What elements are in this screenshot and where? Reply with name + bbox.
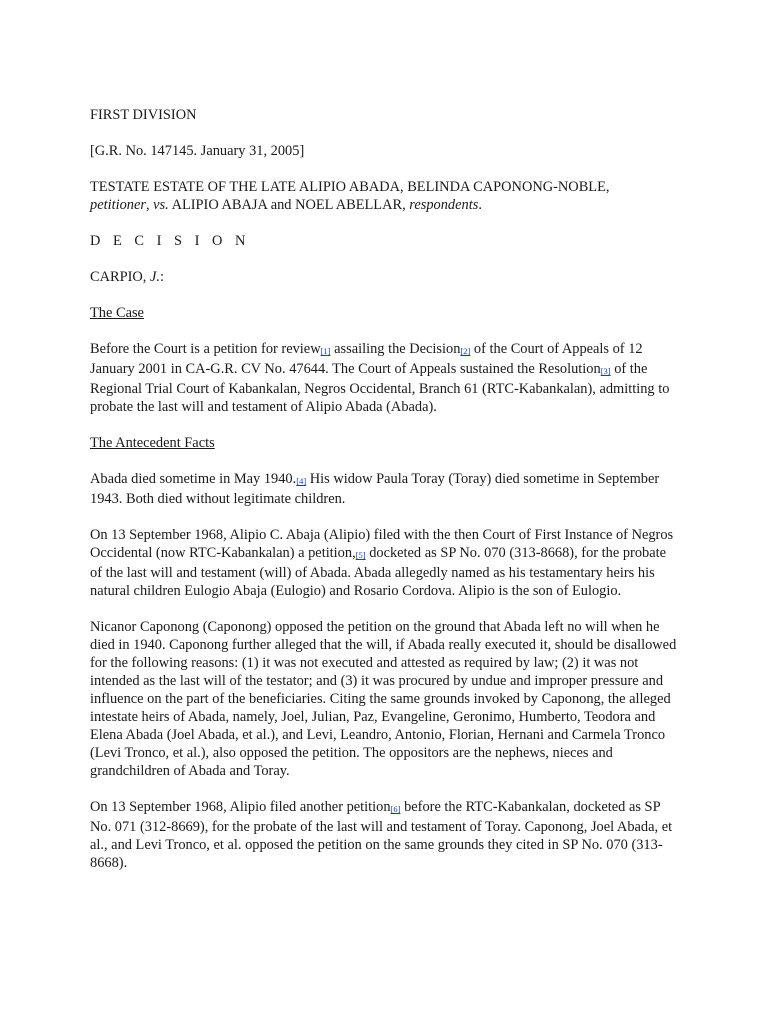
- vs-label: vs.: [153, 197, 169, 213]
- paragraph-3: [90, 526, 680, 600]
- respondents-label: respondents: [409, 197, 479, 213]
- title-end: .: [478, 197, 482, 213]
- footnote-link-1[interactable]: [1]: [320, 346, 331, 356]
- paragraph-5: [90, 798, 680, 872]
- paragraph-3-text-b: docketed as SP No. 070 (313-8668), for the probate of the last will and testament (will) of Abada. Abada allegedly named as his testamentary heirs his natural children Eulogio Abaja (Eulogio) and Rosario Cordova. Alipio is the son of Eulogio.: [90, 545, 666, 599]
- case-title-part1: TESTATE ESTATE OF THE LATE ALIPIO ABADA, BELINDA CAPONONG-NOBLE,: [90, 179, 610, 195]
- footnote-link-2[interactable]: [2]: [460, 346, 471, 356]
- footnote-link-4[interactable]: [4]: [296, 476, 307, 486]
- case-number: [G.R. No. 147145. January 31, 2005]: [90, 143, 305, 159]
- paragraph-2: [90, 470, 680, 508]
- title-comma: ,: [145, 197, 154, 213]
- paragraph-1-text-d: of the Regional Trial Court of Kabankalan, Negros Occidental, Branch 61 (RTC-Kabankalan), admitting to probate the last will and testament of Alipio Abada (Abada).: [90, 361, 670, 415]
- petitioner-label: petitioner: [90, 197, 146, 213]
- paragraph-1-text-c: of the Court of Appeals of 12 January 2001 in CA-G.R. CV No. 47644. The Court of Appeals sustained the Resolution: [90, 341, 643, 377]
- document-page: [90, 106, 680, 890]
- ponente: [90, 268, 680, 286]
- footnote-link-5[interactable]: [5]: [355, 550, 366, 560]
- case-title-part2: ALIPIO ABAJA and NOEL ABELLAR,: [168, 197, 410, 213]
- ponente-colon: :: [159, 269, 164, 285]
- paragraph-3-text-a: On 13 September 1968, Alipio C. Abaja (Alipio) filed with the then Court of First Instance of Negros Occidental (now RTC-Kabankalan) a petition,: [90, 527, 674, 561]
- paragraph-1: [90, 340, 680, 416]
- paragraph-1-text-a: Before the Court is a petition for review: [90, 341, 321, 357]
- paragraph-4: Nicanor Caponong (Caponong) opposed the petition on the ground that Abada left no will when he died in 1940. Caponong further alleged that the will, if Abada really executed it, should be disallowed for the following reasons: (1) it was not executed and attested as required by law; (2) it was not intended as the last will of the testator; and (3) it was procured by undue and improper pressure and influence on the part of the beneficiaries. Citing the same grounds invoked by Caponong, the alleged intestate heirs of Abada, namely, Joel, Julian, Paz, Evangeline, Geronimo, Humberto, Teodora and Elena Abada (Joel Abada, et al.), and Levi, Leandro, Antonio, Florian, Hernani and Carmela Tronco (Levi Tronco, et al.), also opposed the petition. The oppositors are the nephews, nieces and grandchildren of Abada and Toray.: [90, 619, 677, 779]
- section-heading-the-case: The Case: [90, 305, 144, 321]
- division-heading: FIRST DIVISION: [90, 107, 197, 123]
- footnote-link-6[interactable]: [6]: [390, 804, 401, 814]
- ponente-name: CARPIO,: [90, 269, 150, 285]
- paragraph-2-text-a: Abada died sometime in May 1940.: [90, 471, 297, 487]
- paragraph-5-text-b: before the RTC-Kabankalan, docketed as SP No. 071 (312-8669), for the probate of the last will and testament of Toray. Caponong, Joel Abada, et al., and Levi Tronco, et al. opposed the petition on the same grounds they cited in SP No. 070 (313-8668).: [90, 799, 673, 871]
- section-heading-antecedent-facts: The Antecedent Facts: [90, 435, 215, 451]
- ponente-title: J.: [149, 269, 160, 285]
- footnote-link-3[interactable]: [3]: [600, 366, 611, 376]
- paragraph-5-text-a: On 13 September 1968, Alipio filed another petition: [90, 799, 391, 815]
- paragraph-2-text-b: His widow Paula Toray (Toray) died sometime in September 1943. Both died without legitimate children.: [90, 471, 660, 507]
- paragraph-1-text-b: assailing the Decision: [330, 341, 461, 357]
- case-title: [90, 178, 680, 214]
- decision-heading: D E C I S I O N: [90, 233, 250, 249]
